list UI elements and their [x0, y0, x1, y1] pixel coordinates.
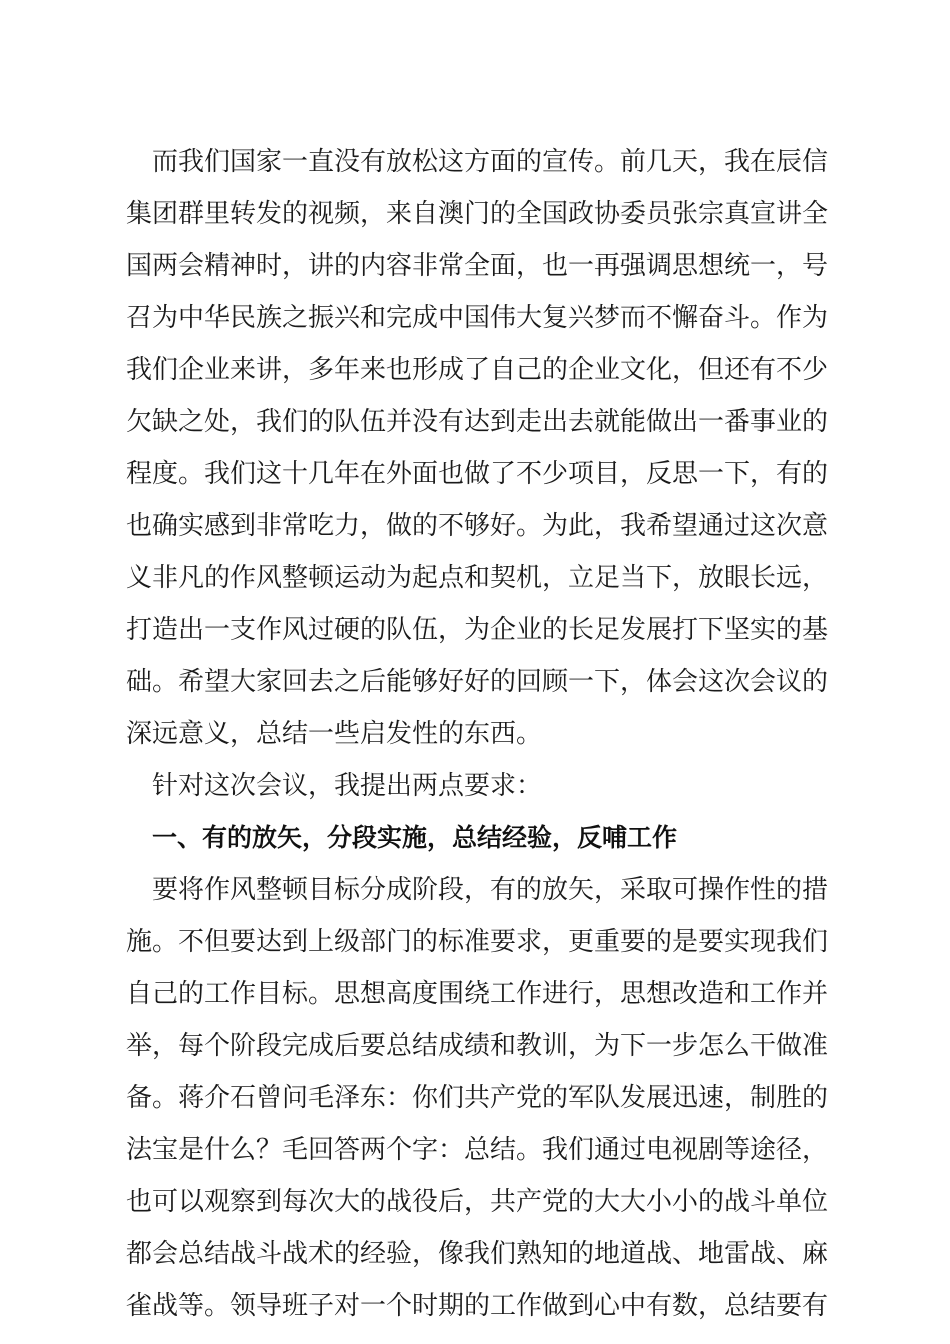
paragraph-1-line: 也确实感到非常吃力，做的不够好。为此，我希望通过这次意 [126, 511, 829, 541]
paragraph-1-line: 召为中华民族之振兴和完成中国伟大复兴梦而不懈奋斗。作为 [126, 303, 829, 333]
paragraph-1-line: 我们企业来讲，多年来也形成了自己的企业文化，但还有不少 [126, 355, 829, 385]
paragraph-3-line: 雀战等。领导班子对一个时期的工作做到心中有数，总结要有 [126, 1291, 829, 1321]
paragraph-3-line: 自己的工作目标。思想高度围绕工作进行，思想改造和工作并 [126, 979, 829, 1009]
paragraph-1-line: 集团群里转发的视频，来自澳门的全国政协委员张宗真宣讲全 [126, 199, 829, 229]
paragraph-1-line: 深远意义，总结一些启发性的东西。 [126, 719, 543, 749]
paragraph-3-line: 备。蒋介石曾问毛泽东：你们共产党的军队发展迅速，制胜的 [126, 1083, 829, 1113]
paragraph-2: 针对这次会议，我提出两点要求： [152, 771, 543, 801]
paragraph-3-line: 举，每个阶段完成后要总结成绩和教训，为下一步怎么干做准 [126, 1031, 829, 1061]
paragraph-3-line: 施。不但要达到上级部门的标准要求，更重要的是要实现我们 [126, 927, 829, 957]
paragraph-3-line: 要将作风整顿目标分成阶段，有的放矢，采取可操作性的措 [152, 875, 829, 905]
paragraph-1-line: 国两会精神时，讲的内容非常全面，也一再强调思想统一，号 [126, 251, 829, 281]
paragraph-1-line: 程度。我们这十几年在外面也做了不少项目，反思一下，有的 [126, 459, 829, 489]
paragraph-3-line: 法宝是什么？毛回答两个字：总结。我们通过电视剧等途径， [126, 1135, 829, 1165]
paragraph-1-line: 欠缺之处，我们的队伍并没有达到走出去就能做出一番事业的 [126, 407, 829, 437]
paragraph-3-line: 都会总结战斗战术的经验，像我们熟知的地道战、地雷战、麻 [126, 1239, 829, 1269]
paragraph-3-line: 也可以观察到每次大的战役后，共产党的大大小小的战斗单位 [126, 1187, 829, 1217]
paragraph-1-line: 而我们国家一直没有放松这方面的宣传。前几天，我在辰信 [152, 147, 829, 177]
section-heading-1: 一、有的放矢，分段实施，总结经验，反哺工作 [152, 823, 678, 852]
paragraph-1-line: 打造出一支作风过硬的队伍，为企业的长足发展打下坚实的基 [126, 615, 829, 645]
paragraph-1-line: 义非凡的作风整顿运动为起点和契机，立足当下，放眼长远， [126, 563, 829, 593]
paragraph-1-line: 础。希望大家回去之后能够好好的回顾一下，体会这次会议的 [126, 667, 829, 697]
